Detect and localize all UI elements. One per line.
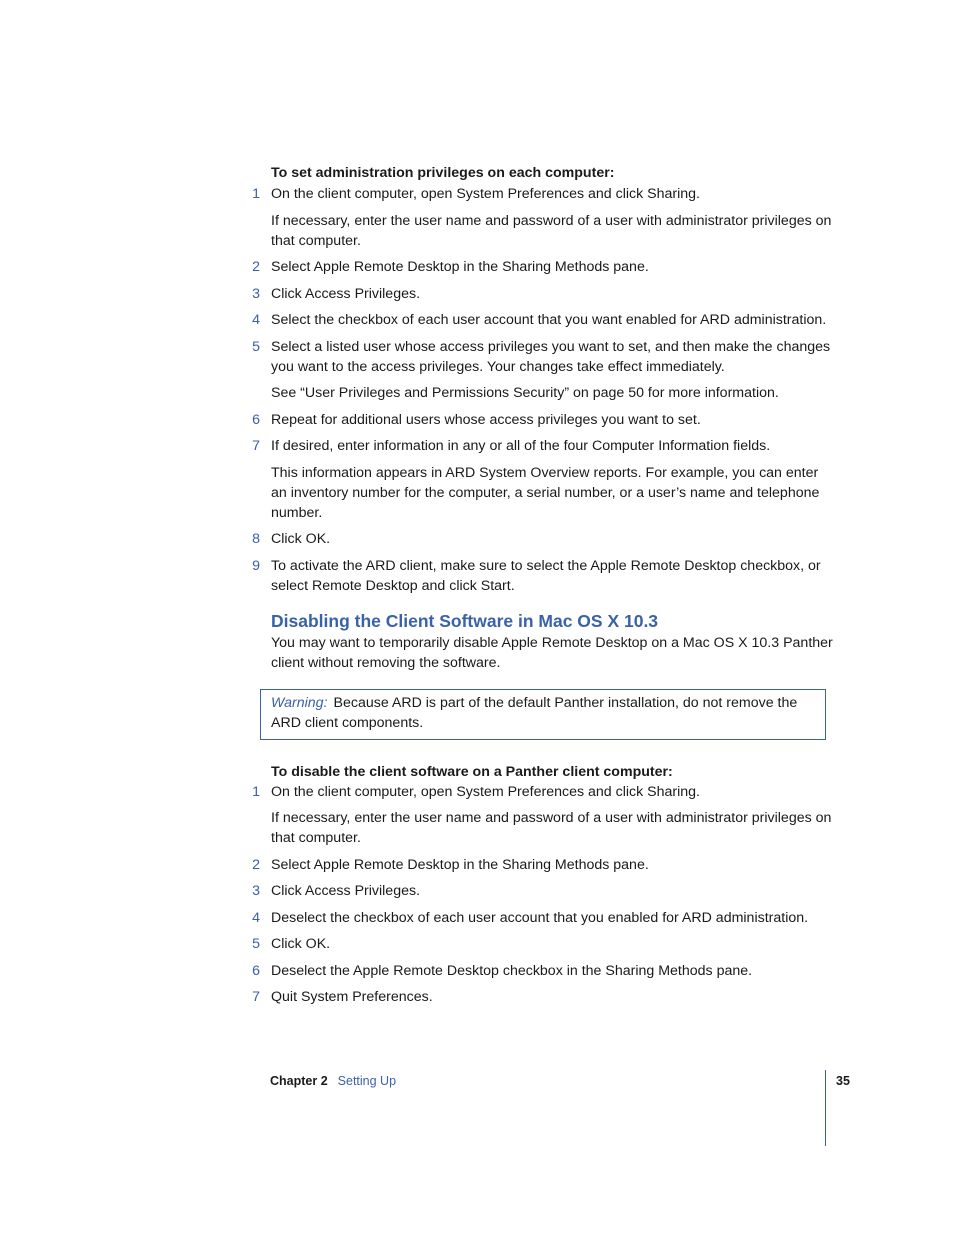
footer-divider	[825, 1070, 826, 1146]
step-text: Select the checkbox of each user account that you want enabled for ARD administration.	[271, 312, 827, 328]
step-number: 6	[252, 962, 260, 979]
step-text: Select Apple Remote Desktop in the Sharing Methods pane.	[271, 856, 649, 873]
step-text: On the client computer, open System Preferences and click Sharing.	[271, 186, 700, 202]
step-text: Quit System Preferences.	[271, 989, 433, 1005]
procedure-title: To set administration privileges on each computer:	[271, 165, 615, 181]
step-text: Repeat for additional users whose access privileges you want to set.	[271, 411, 701, 428]
step-note: This information appears in ARD System Overview reports. For example, you can enter an inventory number for the computer, a serial number, or a user’s name and telephone number.	[271, 464, 820, 521]
step-number: 9	[252, 557, 260, 574]
step-item	[243, 987, 833, 1007]
page-content	[243, 163, 833, 1014]
step-number: 4	[252, 312, 260, 328]
step-number: 2	[252, 259, 260, 275]
step-number: 7	[252, 438, 260, 454]
step-number: 1	[252, 783, 260, 800]
footer-section-link[interactable]: Setting Up	[337, 1074, 397, 1088]
step-item	[243, 529, 833, 549]
step-text: Click Access Privileges.	[271, 883, 421, 899]
step-number: 4	[252, 909, 260, 926]
step-text: Deselect the checkbox of each user account that you enabled for ARD administration.	[271, 909, 809, 926]
step-note: If necessary, enter the user name and password of a user with administrator privileges on that computer.	[271, 212, 832, 249]
warning-text: Because ARD is part of the default Panther installation, do not remove the ARD client components.	[271, 694, 798, 731]
step-text: Deselect the Apple Remote Desktop checkbox in the Sharing Methods pane.	[271, 962, 753, 979]
step-item	[243, 337, 833, 377]
step-item	[243, 257, 833, 277]
step-item	[243, 284, 833, 304]
step-number: 7	[252, 989, 260, 1005]
step-number: 1	[252, 186, 260, 202]
warning-label: Warning:	[271, 694, 328, 711]
step-item	[243, 410, 833, 430]
step-text: Click OK.	[271, 531, 331, 547]
footer-chapter: Chapter 2	[270, 1074, 328, 1088]
step-number: 6	[252, 411, 260, 428]
step-item	[243, 908, 833, 928]
step-text: Select Apple Remote Desktop in the Sharing Methods pane.	[271, 259, 649, 275]
step-text: On the client computer, open System Preferences and click Sharing.	[271, 783, 700, 800]
step-number: 3	[252, 883, 260, 899]
step-number: 8	[252, 531, 260, 547]
step-text: Click OK.	[271, 936, 331, 952]
section-heading: Disabling the Client Software in Mac OS X 10.3	[271, 610, 659, 631]
step-note: If necessary, enter the user name and password of a user with administrator privileges on that computer.	[271, 810, 832, 846]
step-number: 5	[252, 338, 260, 355]
page-footer	[270, 1072, 396, 1090]
step-text: Click Access Privileges.	[271, 285, 421, 302]
step-number: 5	[252, 936, 260, 952]
step-item	[243, 184, 833, 204]
step-number: 2	[252, 856, 260, 873]
step-note: See “User Privileges and Permissions Security” on page 50 for more information.	[271, 385, 779, 401]
section-intro: You may want to temporarily disable Apple Remote Desktop on a Mac OS X 10.3 Panther client without removing the software.	[271, 634, 833, 671]
step-text: To activate the ARD client, make sure to select the Apple Remote Desktop checkbox, or select Remote Desktop and click Start.	[271, 557, 821, 594]
step-item	[243, 855, 833, 875]
warning-box	[260, 689, 826, 740]
step-item	[243, 436, 833, 456]
step-text: Select a listed user whose access privileges you want to set, and then make the changes you want to the access privileges. Your changes take effect immediately.	[271, 338, 831, 375]
procedure-title: To disable the client software on a Panther client computer:	[271, 763, 673, 780]
step-item	[243, 310, 833, 330]
step-item	[243, 782, 833, 802]
step-item	[243, 934, 833, 954]
step-item	[243, 881, 833, 901]
step-item	[243, 556, 833, 596]
step-text: If desired, enter information in any or all of the four Computer Information fields.	[271, 438, 771, 454]
page-number: 35	[836, 1074, 850, 1088]
step-number: 3	[252, 285, 260, 302]
step-item	[243, 961, 833, 981]
